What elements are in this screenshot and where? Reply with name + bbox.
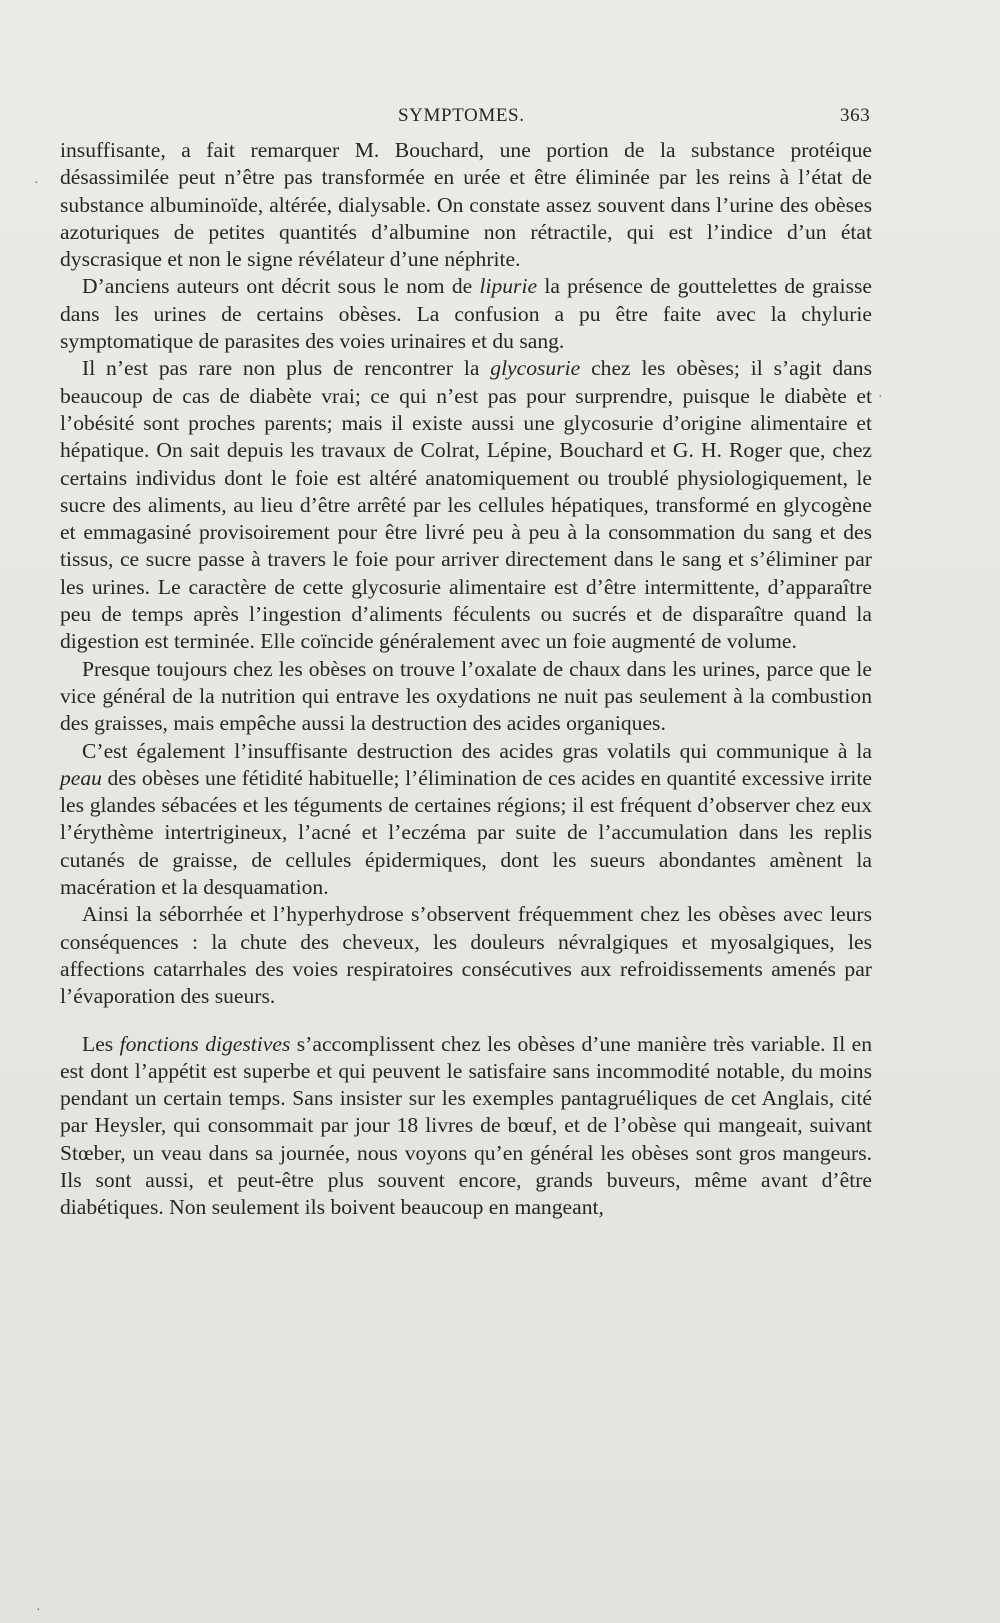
print-speck: · [878,390,883,405]
page-number: 363 [840,105,871,126]
paragraph-text: Presque toujours chez les obèses on trouve l’oxalate de chaux dans les urines, parce que le vice général de la nutrition qui entrave les oxydations ne nuit pas seulement à la combustion des graisses, mais empêche aussi la destruction des acides organiques. [60,656,872,736]
body-text [60,137,872,1222]
print-speck: · [34,176,39,191]
paragraph-peau [60,738,872,902]
paragraph-lipurie [60,273,872,355]
italic-term: glycosurie [490,356,581,381]
running-title: SYMPTOMES. [398,105,525,126]
paragraph-text: Il n’est pas rare non plus de rencontrer la [82,356,491,381]
paragraph-albuminuria [60,137,872,273]
paragraph-oxalate [60,656,872,738]
print-speck: · [36,1603,41,1618]
paragraph-glycosurie [60,355,872,655]
italic-term: fonctions digestives [119,1031,291,1056]
paragraph-fonctions-digestives [60,1031,872,1222]
italic-term: lipurie [479,274,538,299]
paragraph-text: C’est également l’insuffisante destruction des acides gras volatils qui communique à la [82,738,872,763]
paragraph-text: la présence de gouttelettes de graisse dans les urines de certains obèses. La confusion a pu être faite avec la chylurie symptomatique de parasites des voies urinaires et du sang. [60,274,872,354]
paragraph-text: D’anciens auteurs ont décrit sous le nom de [82,274,480,299]
paragraph-text: des obèses une fétidité habituelle; l’élimination de ces acides en quantité excessive irrite les glandes sébacées et les téguments de certaines régions; il est fréquent d’observer chez eux l’érythème intertrigineux, l’acné et l’eczéma par suite de l’accumulation dans les replis cutanés de graisse, de cellules épidermiques, dont les sueurs abondantes amènent la macération et la desquamation. [60,765,872,900]
paragraph-text: Les [82,1031,120,1056]
italic-term: peau [60,765,102,790]
paragraph-text: chez les obèses; il s’agit dans beaucoup de cas de diabète vrai; ce qui n’est pas pour surprendre, puisque le diabète et l’obésité sont proches parents; mais il existe aussi une glycosurie d’origine alimentaire et hépatique. On sait depuis les travaux de Colrat, Lépine, Bouchard et G. H. Roger que, chez certains individus dont le foie est altéré anatomiquement ou troublé physiologiquement, le sucre des aliments, au lieu d’être arrêté par les cellules hépatiques, transformé en glycogène et emmagasiné provisoirement pour être livré peu à peu à la consommation du sang et des tissus, ce sucre passe à travers le foie pour arriver directement dans le sang et s’éliminer par les urines. Le caractère de cette glycosurie alimentaire est d’être intermittente, d’apparaître peu de temps après l’ingestion d’aliments féculents ou sucrés et de disparaître quand la digestion est terminée. Elle coïncide généralement avec un foie augmenté de volume. [60,356,873,654]
paragraph-text: insuffisante, a fait remarquer M. Bouchard, une portion de la substance protéique désassimilée peut n’être pas transformée en urée et être éliminée par les reins à l’état de substance albuminoïde, altérée, dialysable. On constate assez souvent dans l’urine des obèses azoturiques de petites quantités d’albumine non rétractile, qui est l’indice d’un état dyscrasique et non le signe révélateur d’une néphrite. [60,138,872,272]
paragraph-text: s’accomplissent chez les obèses d’une manière très variable. Il en est dont l’appétit est superbe et qui peuvent le satisfaire sans incommodité notable, du moins pendant un certain temps. Sans insister sur les exemples pantagruéliques de cet Anglais, cité par Heysler, qui consommait par jour 18 livres de bœuf, et de l’obèse qui mangeait, suivant Stœber, un veau dans sa journée, nous voyons qu’en général les obèses sont gros mangeurs. Ils sont aussi, et peut-être plus souvent encore, grands buveurs, même avant d’être diabétiques. Non seulement ils boivent beaucoup en mangeant, [60,1031,872,1220]
paragraph-seborrhee [60,901,872,1010]
paragraph-text: Ainsi la séborrhée et l’hyperhydrose s’observent fréquemment chez les obèses avec leurs conséquences : la chute des cheveux, les douleurs névralgiques et myosalgiques, les affections catarrhales des voies respiratoires consécutives aux refroidissements amenés par l’évaporation des sueurs. [60,902,872,1009]
running-head [0,101,1000,129]
